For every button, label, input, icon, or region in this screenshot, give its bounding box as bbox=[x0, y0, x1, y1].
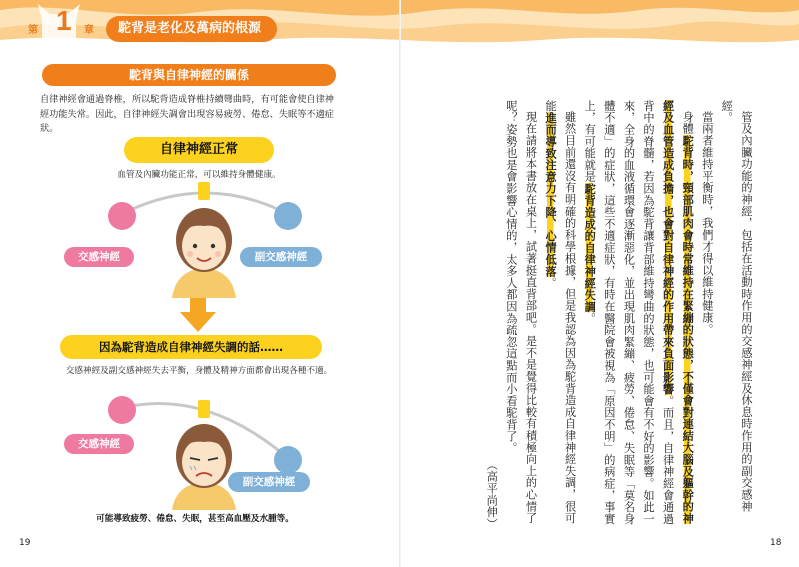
down-arrow-icon bbox=[178, 298, 218, 332]
page-number-right: 18 bbox=[770, 538, 782, 548]
author-credit: （高平尚伸） bbox=[485, 459, 499, 530]
body-paragraph-1: 管及內臟功能的神經，包括在活動時作用的交感神經及休息時作用的副交感神經。 bbox=[720, 100, 753, 513]
cause-title: 因為駝背造成自律神經失調的話…… bbox=[60, 335, 322, 359]
body-paragraph-2: 當兩者維持平衡時，我們才得以維持健康。 bbox=[700, 111, 714, 336]
symptoms-caption: 可能導致疲勞、倦怠、失眠，甚至高血壓及水腫等。 bbox=[96, 514, 294, 524]
normal-state-caption: 血管及內臟功能正常，可以維持身體健康。 bbox=[117, 170, 281, 180]
chapter-number: 1 bbox=[56, 5, 72, 36]
balanced-diagram bbox=[80, 178, 330, 298]
chapter-title: 駝背是老化及萬病的根源 bbox=[106, 16, 277, 42]
highlight-3: 進而導致注意力下降、心情低落 bbox=[544, 111, 558, 278]
page-gutter bbox=[399, 0, 401, 567]
vertical-body-text bbox=[485, 100, 756, 530]
sympathetic-circle bbox=[108, 202, 136, 230]
sympathetic-label: 交感神經 bbox=[64, 247, 134, 267]
parasympathetic-label-2: 副交感神經 bbox=[228, 472, 310, 492]
highlight-1: 駝背時，頸部肌肉會時常維持在緊繃的狀態，不僅會對連結大腦及軀幹的神經及血管造成負擔，也會對自律神經的作用帶來負面影響 bbox=[661, 100, 695, 525]
page-number-left: 19 bbox=[19, 538, 31, 548]
body-paragraph-4: 雖然目前還沒有明確的科學根據，但是我認為因為駝背造成自律神經失調，很可能進而導致注意力下降、心情低落。 bbox=[544, 100, 577, 525]
intro-paragraph: 自律神經會通過脊椎，所以駝背造成脊椎持續彎曲時，有可能會使自律神經功能失常。因此，自律神經失調會出現容易疲勞、倦怠、失眠等不適症狀。 bbox=[40, 94, 334, 134]
body-paragraph-5: 現在請將本書放在桌上，試著挺直背部吧。是不是覺得比較有積極向上的心情了呢？姿勢也是會影響心情的，太多人都因為疏忽這點而小看駝背了。 bbox=[504, 100, 538, 525]
body-paragraph-3: 身體駝背時，頸部肌肉會時常維持在緊繃的狀態，不僅會對連結大腦及軀幹的神經及血管造成負擔，也會對自律神經的作用帶來負面影響。而且，自律神經會通過背中的脊髓，若因為駝背讓背部維持彎曲的狀態，也可能會有不好的影響。如此一來，全身的血液循環會逐漸惡化，並出現肌肉緊繃、疲勞、倦怠、失眠等「莫名身體不適」的症狀，這些不適症狀，有時在醫院會被視為「原因不明」的病症，事實上，有可能就是駝背造成的自律神經失調。 bbox=[583, 100, 695, 525]
section-title: 駝背與自律神經的關係 bbox=[42, 64, 336, 86]
sympathetic-label-2: 交感神經 bbox=[64, 434, 134, 454]
chapter-prefix: 第 bbox=[28, 25, 38, 36]
normal-state-title: 自律神經正常 bbox=[124, 137, 274, 163]
chapter-suffix: 章 bbox=[84, 25, 94, 36]
parasympathetic-circle bbox=[274, 202, 302, 230]
highlight-2: 駝背造成的自律神經失調 bbox=[583, 182, 597, 313]
cause-caption: 交感神經及副交感神經失去平衡，身體及精神方面都會出現各種不適。 bbox=[65, 366, 333, 376]
parasympathetic-label: 副交感神經 bbox=[240, 247, 322, 267]
